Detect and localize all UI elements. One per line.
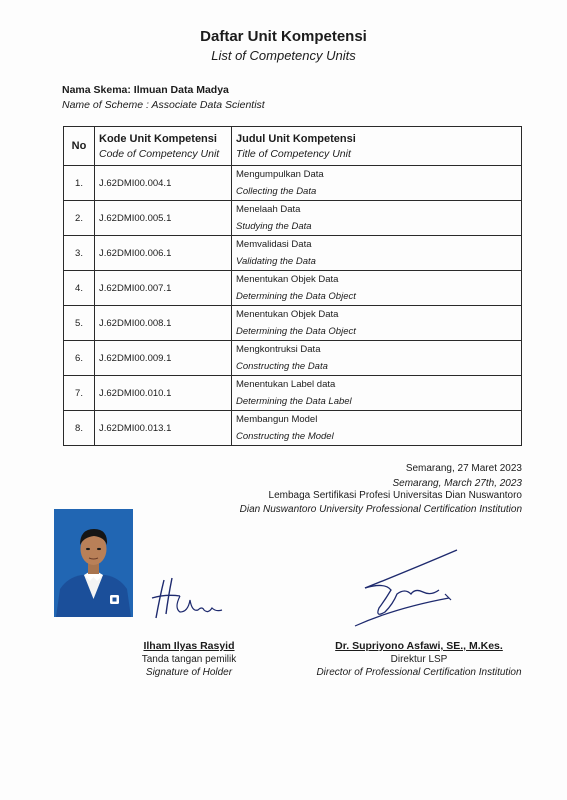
header-no: No: [64, 127, 95, 166]
holder-role: Tanda tangan pemilik: [141, 654, 237, 665]
row-title-en: Determining the Data Object: [236, 326, 356, 337]
holder-photo: [54, 509, 133, 617]
row-code: J.62DMI00.004.1: [95, 166, 232, 201]
header-title-label-english: Title of Competency Unit: [236, 147, 351, 160]
row-no: 3.: [64, 236, 95, 271]
scheme-name-english: Name of Scheme : Associate Data Scientist: [62, 99, 265, 111]
row-no: 1.: [64, 166, 95, 201]
row-code: J.62DMI00.013.1: [95, 411, 232, 446]
row-code: J.62DMI00.007.1: [95, 271, 232, 306]
header-code-label-english: Code of Competency Unit: [99, 147, 220, 160]
row-title-en: Constructing the Model: [236, 431, 334, 442]
holder-name: Ilham Ilyas Rasyid: [143, 640, 235, 652]
page-title: Daftar Unit Kompetensi: [200, 28, 367, 45]
row-title: [232, 271, 522, 306]
table-row: [64, 236, 522, 271]
row-code: J.62DMI00.005.1: [95, 201, 232, 236]
header-title: [232, 127, 522, 166]
issue-place-date-english: Semarang, March 27th, 2023: [392, 478, 522, 489]
header-code-label: Kode Unit Kompetensi: [99, 132, 217, 145]
row-title: [232, 306, 522, 341]
row-title-en: Determining the Data Object: [236, 291, 356, 302]
table-header-row: [64, 127, 522, 166]
page-subtitle: List of Competency Units: [211, 48, 356, 63]
row-code: J.62DMI00.008.1: [95, 306, 232, 341]
row-title: [232, 201, 522, 236]
director-role: Direktur LSP: [390, 654, 448, 665]
table-row: [64, 341, 522, 376]
row-no: 7.: [64, 376, 95, 411]
row-no: 4.: [64, 271, 95, 306]
row-title: [232, 341, 522, 376]
director-name: Dr. Supriyono Asfawi, SE., M.Kes.: [335, 640, 503, 652]
row-title-id: Membangun Model: [236, 414, 318, 425]
issue-place-date: Semarang, 27 Maret 2023: [405, 463, 522, 474]
row-code: J.62DMI00.009.1: [95, 341, 232, 376]
row-title-id: Menentukan Objek Data: [236, 309, 339, 320]
institution-name-english: Dian Nuswantoro University Professional Certification Institution: [239, 504, 522, 515]
header-title-label: Judul Unit Kompetensi: [236, 132, 356, 145]
row-title-en: Collecting the Data: [236, 186, 317, 197]
table-row: [64, 376, 522, 411]
row-title-en: Determining the Data Label: [236, 396, 352, 407]
table-row: [64, 306, 522, 341]
row-title: [232, 166, 522, 201]
row-code: J.62DMI00.010.1: [95, 376, 232, 411]
row-title-id: Mengkontruksi Data: [236, 344, 321, 355]
row-title-en: Validating the Data: [236, 256, 316, 267]
table-row: [64, 166, 522, 201]
row-title: [232, 376, 522, 411]
row-title-id: Menelaah Data: [236, 204, 301, 215]
row-no: 2.: [64, 201, 95, 236]
director-role-english: Director of Professional Certification Institution: [316, 667, 522, 678]
holder-signature: [150, 572, 230, 624]
institution-name: Lembaga Sertifikasi Profesi Universitas Dian Nuswantoro: [268, 490, 522, 501]
competency-units-table: [63, 126, 522, 446]
row-no: 8.: [64, 411, 95, 446]
row-title-en: Constructing the Data: [236, 361, 328, 372]
header-code: [95, 127, 232, 166]
row-title-id: Menentukan Label data: [236, 379, 336, 390]
row-no: 5.: [64, 306, 95, 341]
table-row: [64, 271, 522, 306]
holder-role-english: Signature of Holder: [145, 667, 233, 678]
table-row: [64, 411, 522, 446]
row-title: [232, 411, 522, 446]
row-title-en: Studying the Data: [236, 221, 312, 232]
row-code: J.62DMI00.006.1: [95, 236, 232, 271]
table-row: [64, 201, 522, 236]
row-title-id: Menentukan Objek Data: [236, 274, 339, 285]
row-title-id: Mengumpulkan Data: [236, 169, 324, 180]
row-title-id: Memvalidasi Data: [236, 239, 312, 250]
row-title: [232, 236, 522, 271]
director-signature: [345, 548, 465, 628]
scheme-name: Nama Skema: Ilmuan Data Madya: [62, 84, 229, 96]
row-no: 6.: [64, 341, 95, 376]
